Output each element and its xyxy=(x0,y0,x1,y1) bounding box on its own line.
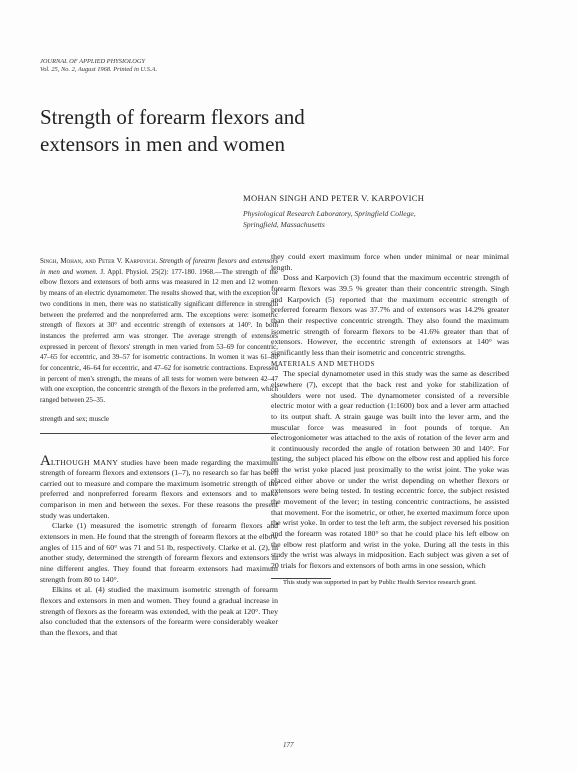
title-line-1: Strength of forearm flexors and xyxy=(40,105,305,129)
intro-paragraph-1 xyxy=(40,452,278,522)
page-number: 177 xyxy=(283,741,294,749)
affiliation xyxy=(243,208,543,230)
journal-name: JOURNAL OF APPLIED PHYSIOLOGY xyxy=(40,58,146,65)
author-list: MOHAN SINGH AND PETER V. KARPOVICH xyxy=(243,193,425,203)
abstract-rule xyxy=(40,433,278,434)
abstract xyxy=(40,256,278,406)
left-column xyxy=(40,256,278,639)
right-column xyxy=(271,252,509,587)
affiliation-line-2: Springfield, Massachusetts xyxy=(243,220,325,229)
lead-caps: LTHOUGH MANY xyxy=(50,457,119,467)
affiliation-line-1: Physiological Research Laboratory, Springfield College, xyxy=(243,209,416,218)
right-paragraph-1: Doss and Karpovich (3) found that the maximum eccentric strength of forearm flexors was 39.5 % greater than their concentric strength. Singh and Karpovich (5) reported that the maximum eccentric strength of preferred forearm flexors was 37.7% and of extensors was 14.2% greater than their respective concentric strength. They also found the maximum isometric strength of forearm flexors to be 41.6% greater than that of extensors. However, the eccentric strength of extensors at 140° was significantly less than their isometric and concentric strengths. xyxy=(271,273,509,357)
right-paragraph-0: they could exert maximum force when under minimal or near minimal length. xyxy=(271,252,509,272)
keywords: strength and sex; muscle xyxy=(40,414,110,423)
intro-paragraph-3: Elkins et al. (4) studied the maximum isometric strength of forearm flexors and extensors in men and women. They found a gradual increase in strength of flexors as the forearm was extended, with the peak at 120°. They also concluded that the extensors of the forearm were considerably weaker than the flexors, and that xyxy=(40,585,278,637)
introduction xyxy=(40,452,278,639)
abstract-title: Strength of forearm flexors and extensors in men and women. xyxy=(40,257,278,276)
footnote: This study was supported in part by Public Health Service research grant. xyxy=(283,578,477,586)
methods-paragraph: The special dynamometer used in this study was the same as described elsewhere (7), except that the back rest and yoke for stabilization of shoulders were not used. The dynamometer consisted of a reversible electric motor with a gear reduction (1:1600) box and a lever arm attached to its output shaft. A strain gauge was built into the lever arm, and the muscular force was measured in foot pounds of torque. An electrogoniometer was attached to the axis of rotation of the lever arm and it continuously recorded the angle of rotation between 30 and 140°. For testing, the subject placed his elbow on the elbow rest and applied his force on the wrist yoke placed just proximally to the wrist joint. The yoke was placed either above or under the wrist depending on whether flexors or extensors were being tested. In testing eccentric force, the subject resisted the movement of the lever; in testing concentric contractions, he assisted that movement. For the isometric, or other, he exerted maximum force upon the wrist yoke. In order to test the left arm, the subject reversed his position and the forearm was rotated 180° so that he could place his left elbow on the elbow rest platform and wrist in the yoke. During all the tests in this study the wrist was always in midposition. Each subject was given a set of 20 trials for flexors and extensors of both arms in one session, which xyxy=(271,369,509,571)
drop-cap: A xyxy=(40,452,51,469)
article-title xyxy=(40,104,460,158)
intro-p1-text: studies have been made regarding the maximum strength of forearm flexors and extensors (1–7), no research so far has been carried out to measure and compare the maximum isometric strength of the preferred and nonpreferred forearm flexors and extensors and to make comparison in men and between the sexes. For these reasons the present study was undertaken. xyxy=(40,457,278,520)
journal-volume: Vol. 25, No. 2, August 1968. Printed in U.S.A. xyxy=(40,66,158,73)
intro-paragraph-2: Clarke (1) measured the isometric strength of forearm flexors and extensors in men. He found that the strength of forearm flexors at the elbow angles of 115 and of 60° was 71 and 51 lb, respectively. Clarke et al. (2), in another study, determined the strength of forearm flexors and extensors in nine different angles. They found that forearm extensors had maximum strength from 80 to 140°. xyxy=(40,521,278,584)
abstract-text: J. Appl. Physiol. 25(2): 177-180. 1968.—The strength of the elbow flexors and extensors of both arms was measured in 12 men and 12 women by means of an electric dynamometer. The results showed that, with the exception of two conditions in men, there was no statistically significant difference in strength between the preferred and the nonpreferred arm. The exceptions were: isometric strength of flexors at 30° and eccentric strength of extensors at 140°. In both instances the preferred arm was stronger. The average strength of extensors expressed in percent of flexors' strength in men varied from 53–69 for concentric, 47–65 for eccentric, and 39–57 for isometric contractions. In women it was 61–80 for concentric, 46–64 for eccentric, and 47–62 for isometric contractions. Expressed in percent of men's strength, the means of all tests for women were between 42–47 with one exception, the concentric strength of the flexors in the preferred arm, which ranged between 25–35. xyxy=(40,267,279,405)
abstract-authors: Singh, Mohan, and Peter V. Karpovich. xyxy=(40,257,158,265)
journal-header xyxy=(40,58,300,74)
title-line-2: extensors in men and women xyxy=(40,132,285,156)
section-heading-methods: MATERIALS AND METHODS xyxy=(271,359,375,368)
